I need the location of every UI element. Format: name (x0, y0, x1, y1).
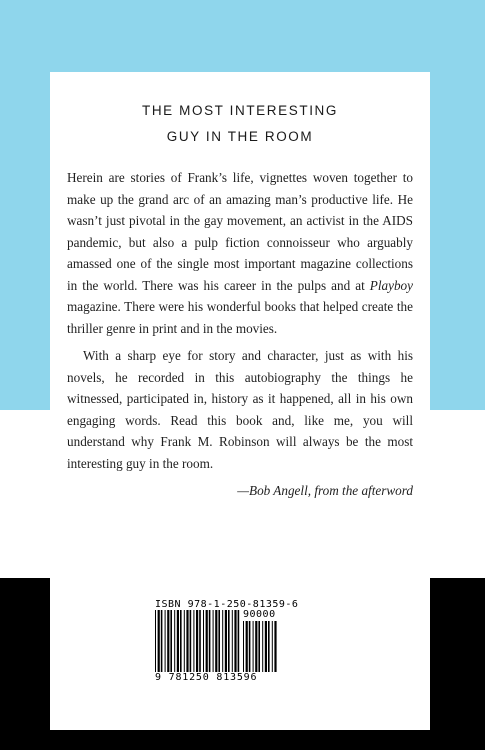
heading-line-2: GUY IN THE ROOM (166, 129, 314, 144)
barcode-bar (215, 610, 217, 672)
barcode-bar (253, 621, 254, 672)
barcode-bar (268, 621, 270, 672)
barcode-bar (258, 621, 260, 672)
barcode-bar (228, 610, 230, 672)
barcode-bar (161, 610, 163, 672)
paragraph-1-text-a: Herein are stories of Frank’s life, vignettes woven together to make up the grand arc of an amazing man’s productive life. He wasn’t just pivotal in the gay movement, an activist in the AIDS pandemic, but also a pulp fiction connoisseur who arguably amassed one of the single most important magazine collections in the world. There was his career in the pulps and at (67, 170, 413, 293)
barcode-bar (186, 610, 188, 672)
barcode-bar (218, 610, 220, 672)
barcode-bar (265, 621, 267, 672)
barcode-bar (262, 621, 263, 672)
blurb-body (67, 167, 413, 502)
barcode-bar (255, 621, 257, 672)
barcode-bar (232, 610, 233, 672)
barcode-bar (170, 610, 172, 672)
barcode-bar (190, 610, 192, 672)
barcode-bar (196, 610, 198, 672)
barcode-bar (243, 621, 244, 672)
barcode-bar (222, 610, 223, 672)
magazine-title: Playboy (369, 277, 413, 293)
blurb-paragraph-1 (67, 167, 413, 339)
barcode-bar (209, 610, 211, 672)
barcode-bar (199, 610, 201, 672)
barcode-bar (234, 610, 236, 672)
barcode-addon-digits: 90000 (243, 609, 276, 620)
blurb-paragraph-2: With a sharp eye for story and character, just as with his novels, he recorded in this autobiography the things he witnessed, participated in, history as it happened, all in his own engaging words. Read this book and, like me, you will understand why Frank M. Robinson will always be the most interesting guy in the room. (67, 348, 413, 471)
barcode-bar (193, 610, 194, 672)
paragraph-1-text-b: magazine. There were his wonderful books that helped create the thriller genre in print and in the movies. (67, 299, 413, 336)
barcode-bar (246, 621, 248, 672)
addon-barcode-icon (243, 621, 277, 672)
barcode-bar (174, 610, 175, 672)
heading-line-1: THE MOST INTERESTING (141, 103, 338, 118)
barcode-bar (274, 621, 276, 672)
blurb-attribution: —Bob Angell, from the afterword (237, 483, 413, 498)
barcode-bar (249, 621, 251, 672)
barcode-bar (203, 610, 204, 672)
isbn-barcode-block (150, 596, 299, 688)
cover-heading (50, 98, 430, 150)
barcode-bar (272, 621, 273, 672)
barcode-bar (238, 610, 240, 672)
barcode-bar (177, 610, 179, 672)
barcode-bar (213, 610, 214, 672)
barcode-bar (225, 610, 227, 672)
barcode-bar (184, 610, 185, 672)
barcode-bar (180, 610, 182, 672)
barcode-bar (167, 610, 169, 672)
barcode-icon (155, 610, 241, 672)
barcode-bar (155, 610, 156, 672)
barcode-bar (206, 610, 208, 672)
barcode-bar (165, 610, 166, 672)
barcode-digits: 9 781250 813596 (155, 672, 258, 683)
barcode-bar (158, 610, 160, 672)
isbn-label: ISBN 978-1-250-81359-6 (155, 599, 299, 610)
